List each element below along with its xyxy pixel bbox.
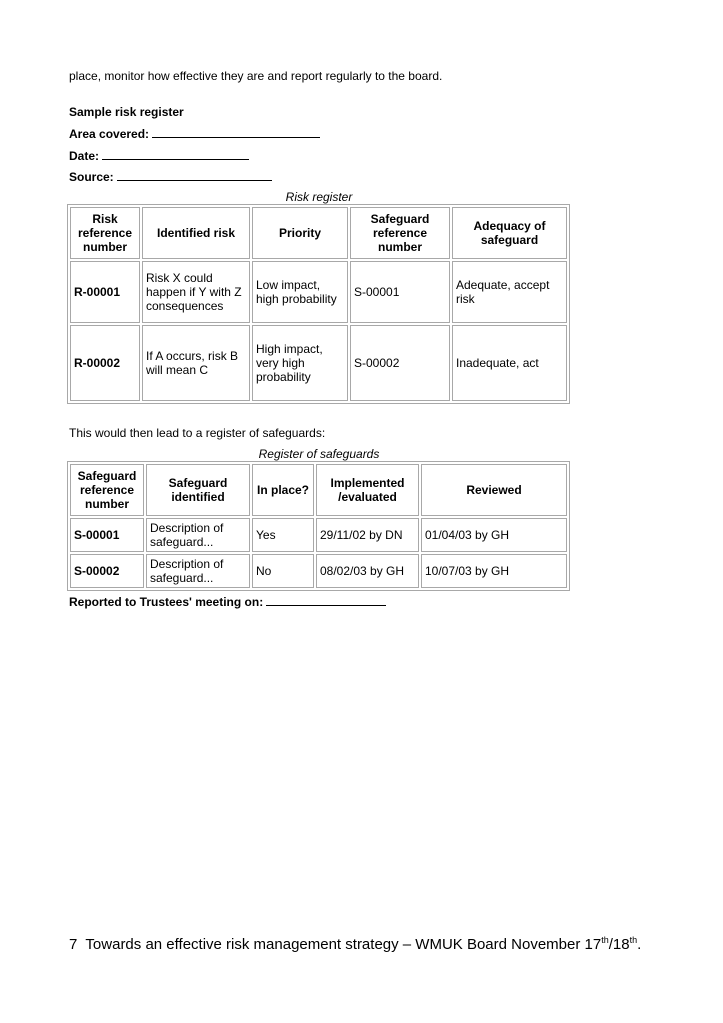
header-in-place: In place? <box>252 464 314 516</box>
header-safeguard-ref: Safeguard reference number <box>350 207 450 259</box>
table-header-row <box>70 464 567 516</box>
footer-end: . <box>637 936 642 953</box>
safeguard-ref-cell: S-00001 <box>70 518 144 552</box>
page-footer <box>69 935 641 953</box>
table-header-row <box>70 207 567 259</box>
safeguard-ref-cell: S-00001 <box>350 261 450 323</box>
date-blank <box>102 148 249 160</box>
header-risk-ref: Risk reference number <box>70 207 140 259</box>
reported-field <box>69 594 386 609</box>
date-field <box>69 148 249 163</box>
table-row <box>70 518 567 552</box>
implemented-cell: 08/02/03 by GH <box>316 554 419 588</box>
adequacy-cell: Adequate, accept risk <box>452 261 567 323</box>
area-covered-blank <box>152 126 320 138</box>
risk-ref-cell: R-00001 <box>70 261 140 323</box>
implemented-cell: 29/11/02 by DN <box>316 518 419 552</box>
table-row <box>70 554 567 588</box>
source-blank <box>117 169 272 181</box>
safeguard-ref-cell: S-00002 <box>70 554 144 588</box>
table-row <box>70 325 567 401</box>
adequacy-cell: Inadequate, act <box>452 325 567 401</box>
priority-cell: High impact, very high probability <box>252 325 348 401</box>
in-place-cell: No <box>252 554 314 588</box>
footer-sup-2: th <box>629 935 638 945</box>
header-safeguard-ref: Safeguard reference number <box>70 464 144 516</box>
intro-paragraph: place, monitor how effective they are and report regularly to the board. <box>69 69 443 83</box>
header-priority: Priority <box>252 207 348 259</box>
reported-blank <box>266 594 386 606</box>
table-row <box>70 261 567 323</box>
safeguard-register-caption: Register of safeguards <box>258 447 380 461</box>
reviewed-cell: 01/04/03 by GH <box>421 518 567 552</box>
risk-register-caption: Risk register <box>285 190 353 204</box>
footer-text: Towards an effective risk management strategy – WMUK Board November 17 <box>85 936 602 953</box>
page-number: 7 <box>69 936 78 953</box>
safeguard-ref-cell: S-00002 <box>350 325 450 401</box>
description-cell: Description of safeguard... <box>146 518 250 552</box>
source-label: Source: <box>69 170 114 184</box>
header-implemented: Implemented /evaluated <box>316 464 419 516</box>
area-covered-label: Area covered: <box>69 127 150 141</box>
date-label: Date: <box>69 149 100 163</box>
footer-sup-1: th <box>601 935 609 945</box>
footer-sep: /18 <box>608 936 630 953</box>
sample-heading: Sample risk register <box>69 105 184 119</box>
risk-cell: Risk X could happen if Y with Z consequences <box>142 261 250 323</box>
header-adequacy: Adequacy of safeguard <box>452 207 567 259</box>
header-reviewed: Reviewed <box>421 464 567 516</box>
priority-cell: Low impact, high probability <box>252 261 348 323</box>
reviewed-cell: 10/07/03 by GH <box>421 554 567 588</box>
risk-cell: If A occurs, risk B will mean C <box>142 325 250 401</box>
lead-paragraph: This would then lead to a register of safeguards: <box>69 426 326 440</box>
area-covered-field <box>69 126 320 141</box>
risk-ref-cell: R-00002 <box>70 325 140 401</box>
reported-label: Reported to Trustees' meeting on: <box>69 595 264 609</box>
in-place-cell: Yes <box>252 518 314 552</box>
header-safeguard-identified: Safeguard identified <box>146 464 250 516</box>
risk-register-table <box>67 204 570 404</box>
source-field <box>69 169 272 184</box>
header-identified-risk: Identified risk <box>142 207 250 259</box>
description-cell: Description of safeguard... <box>146 554 250 588</box>
safeguard-register-table <box>67 461 570 591</box>
